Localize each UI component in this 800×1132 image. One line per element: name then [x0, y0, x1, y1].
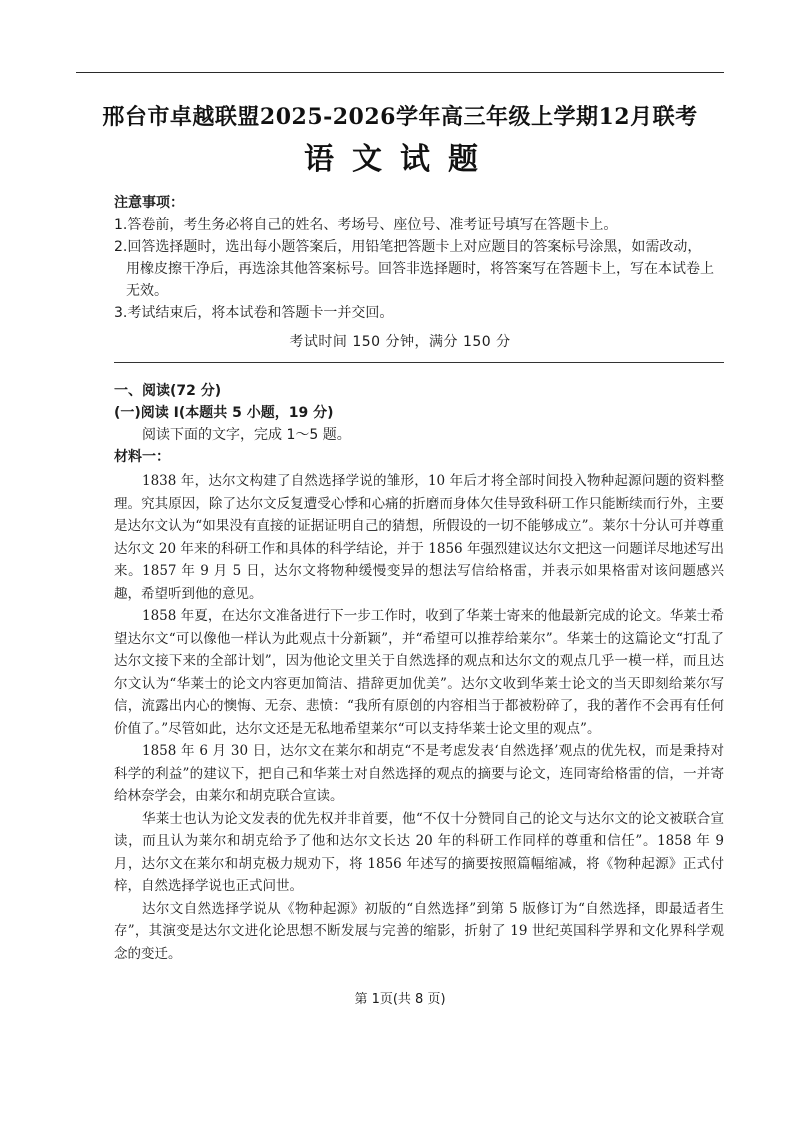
subject-title: 语文试题 — [304, 142, 496, 177]
paragraph-4: 华莱士也认为论文发表的优先权并非首要，他“不仅十分赞同自己的论文与达尔文的论文被联合宣读，而且认为莱尔和胡克给予了他和达尔文长达 20 年的科研工作同样的尊重和信任”。1858 年 9 月，达尔文在莱尔和胡克极力规劝下，将 1856 年述写的摘要按照篇幅缩减，将《物种起源》正式付梓，自然选择学说也正式问世。 — [114, 810, 724, 894]
notice-item-2: 2.回答选择题时，选出每小题答案后，用铅笔把答题卡上对应题目的答案标号涂黑，如需改动，用橡皮擦干净后，再选涂其他答案标号。回答非选择题时，将答案写在答题卡上，写在本试卷上无效。 — [114, 239, 714, 299]
section-header — [114, 380, 726, 468]
material-label: 材料一： — [114, 449, 170, 465]
paragraph-1: 1838 年，达尔文构建了自然选择学说的雏形，10 年后才将全部时间投入物种起源问题的资料整理。究其原因，除了达尔文反复遭受心悸和心痛的折磨而身体欠佳导致科研工作只能断续而行外，主要是达尔文认为“如果没有直接的证据证明自己的猜想，所假设的一切不能够成立”。莱尔十分认可并尊重达尔文 20 年来的科研工作和具体的科学结论，并于 1856 年强烈建议达尔文把这一问题详尽地述写出来。1857 年 9 月 5 日，达尔文将物种缓慢变异的想法写信给格雷，并表示如果格雷对该问题感兴趣，希望听到他的意见。 — [114, 473, 724, 602]
exam-time: 考试时间 150 分钟，满分 150 分 — [289, 334, 511, 350]
sub-heading: (一)阅读 Ⅰ(本题共 5 小题，19 分) — [114, 405, 334, 421]
paragraph-2: 1858 年夏，在达尔文准备进行下一步工作时，收到了华莱士寄来的他最新完成的论文。华莱士希望达尔文“可以像他一样认为此观点十分新颖”，并“希望可以推荐给莱尔”。华莱士的这篇论文“打乱了达尔文接下来的全部计划”，因为他论文里关于自然选择的观点和达尔文的观点几乎一模一样，而且达尔文认为“华莱士的论文内容更加简洁、措辞更加优美”。达尔文收到华莱士论文的当天即刻给莱尔写信，流露出内心的懊悔、无奈、悲愤：“我所有原创的内容相当于都被粉碎了，我的著作不会再有任何价值了。”尽管如此，达尔文还是无私地希望莱尔“可以支持华莱士论文里的观点”。 — [114, 608, 724, 737]
notice-item-3: 3.考试结束后，将本试卷和答题卡一并交回。 — [114, 305, 394, 321]
material-one-text — [114, 470, 724, 965]
exam-title: 邢台市卓越联盟2025-2026学年高三年级上学期12月联考 — [102, 104, 698, 130]
page-number: 第 1页(共 8 页) — [354, 992, 446, 1007]
section-divider — [114, 362, 724, 363]
top-rule — [76, 72, 724, 73]
notice-item-1: 1.答卷前，考生务必将自己的姓名、考场号、座位号、准考证号填写在答题卡上。 — [114, 217, 618, 233]
notice-block — [114, 192, 714, 324]
reading-instruction: 阅读下面的文字，完成 1～5 题。 — [142, 427, 351, 443]
paragraph-5: 达尔文自然选择学说从《物种起源》初版的“自然选择”到第 5 版修订为“自然选择，即最适者生存”，其演变是达尔文进化论思想不断发展与完善的缩影，折射了 19 世纪英国科学界和文化界科学观念的变迁。 — [114, 900, 724, 962]
paragraph-3: 1858 年 6 月 30 日，达尔文在莱尔和胡克“不是考虑发表‘自然选择’观点的优先权，而是秉持对科学的利益”的建议下，把自己和华莱士对自然选择的观点的摘要与论文，连同寄给格雷的信，一并寄给林奈学会，由莱尔和胡克联合宣读。 — [114, 743, 724, 804]
part-heading: 一、阅读(72 分) — [114, 383, 222, 399]
notice-heading: 注意事项： — [114, 195, 184, 211]
